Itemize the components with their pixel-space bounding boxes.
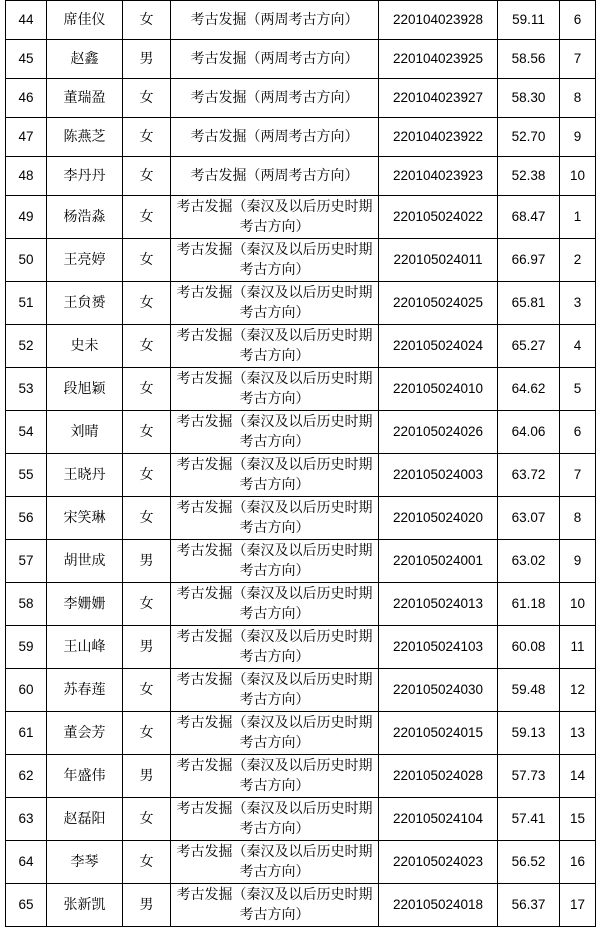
rank-cell: 6 bbox=[560, 411, 596, 454]
row-number-cell: 62 bbox=[6, 755, 47, 798]
exam-id-cell: 220104023927 bbox=[379, 79, 498, 118]
candidate-name-cell: 王亮婷 bbox=[47, 239, 123, 282]
exam-id-cell: 220105024020 bbox=[379, 497, 498, 540]
rank-cell: 2 bbox=[560, 239, 596, 282]
row-number-cell: 56 bbox=[6, 497, 47, 540]
gender-cell: 女 bbox=[123, 669, 171, 712]
major-direction-cell: 考古发掘（秦汉及以后历史时期考古方向） bbox=[171, 196, 379, 239]
table-row bbox=[6, 118, 596, 157]
candidate-name-cell: 席佳仪 bbox=[47, 1, 123, 40]
row-number-cell: 64 bbox=[6, 841, 47, 884]
row-number-cell: 53 bbox=[6, 368, 47, 411]
gender-cell: 女 bbox=[123, 841, 171, 884]
score-cell: 68.47 bbox=[498, 196, 560, 239]
row-number-cell: 44 bbox=[6, 1, 47, 40]
row-number-cell: 57 bbox=[6, 540, 47, 583]
exam-id-cell: 220104023925 bbox=[379, 40, 498, 79]
major-direction-cell: 考古发掘（秦汉及以后历史时期考古方向） bbox=[171, 239, 379, 282]
results-table bbox=[5, 0, 596, 927]
table-row bbox=[6, 239, 596, 282]
candidate-name-cell: 张新凯 bbox=[47, 884, 123, 927]
score-cell: 58.30 bbox=[498, 79, 560, 118]
rank-cell: 7 bbox=[560, 40, 596, 79]
gender-cell: 女 bbox=[123, 118, 171, 157]
exam-id-cell: 220105024028 bbox=[379, 755, 498, 798]
score-cell: 59.48 bbox=[498, 669, 560, 712]
major-direction-cell: 考古发掘（两周考古方向） bbox=[171, 118, 379, 157]
exam-id-cell: 220105024013 bbox=[379, 583, 498, 626]
exam-id-cell: 220105024015 bbox=[379, 712, 498, 755]
major-direction-cell: 考古发掘（秦汉及以后历史时期考古方向） bbox=[171, 282, 379, 325]
score-cell: 58.56 bbox=[498, 40, 560, 79]
major-direction-cell: 考古发掘（两周考古方向） bbox=[171, 1, 379, 40]
table-row bbox=[6, 798, 596, 841]
rank-cell: 8 bbox=[560, 79, 596, 118]
exam-id-cell: 220105024003 bbox=[379, 454, 498, 497]
gender-cell: 女 bbox=[123, 454, 171, 497]
table-row bbox=[6, 841, 596, 884]
score-cell: 60.08 bbox=[498, 626, 560, 669]
exam-id-cell: 220105024025 bbox=[379, 282, 498, 325]
major-direction-cell: 考古发掘（秦汉及以后历史时期考古方向） bbox=[171, 325, 379, 368]
candidate-name-cell: 李琴 bbox=[47, 841, 123, 884]
row-number-cell: 59 bbox=[6, 626, 47, 669]
rank-cell: 9 bbox=[560, 118, 596, 157]
exam-id-cell: 220105024011 bbox=[379, 239, 498, 282]
row-number-cell: 50 bbox=[6, 239, 47, 282]
major-direction-cell: 考古发掘（两周考古方向） bbox=[171, 157, 379, 196]
major-direction-cell: 考古发掘（秦汉及以后历史时期考古方向） bbox=[171, 626, 379, 669]
rank-cell: 11 bbox=[560, 626, 596, 669]
major-direction-cell: 考古发掘（秦汉及以后历史时期考古方向） bbox=[171, 540, 379, 583]
candidate-name-cell: 宋笑琳 bbox=[47, 497, 123, 540]
table-row bbox=[6, 583, 596, 626]
table-row bbox=[6, 755, 596, 798]
major-direction-cell: 考古发掘（两周考古方向） bbox=[171, 79, 379, 118]
table-row bbox=[6, 540, 596, 583]
score-cell: 66.97 bbox=[498, 239, 560, 282]
rank-cell: 8 bbox=[560, 497, 596, 540]
row-number-cell: 63 bbox=[6, 798, 47, 841]
gender-cell: 女 bbox=[123, 712, 171, 755]
major-direction-cell: 考古发掘（秦汉及以后历史时期考古方向） bbox=[171, 411, 379, 454]
candidate-name-cell: 董瑞盈 bbox=[47, 79, 123, 118]
rank-cell: 13 bbox=[560, 712, 596, 755]
exam-id-cell: 220105024001 bbox=[379, 540, 498, 583]
gender-cell: 女 bbox=[123, 282, 171, 325]
rank-cell: 1 bbox=[560, 196, 596, 239]
score-cell: 65.27 bbox=[498, 325, 560, 368]
exam-id-cell: 220104023922 bbox=[379, 118, 498, 157]
exam-id-cell: 220105024018 bbox=[379, 884, 498, 927]
table-row bbox=[6, 497, 596, 540]
row-number-cell: 65 bbox=[6, 884, 47, 927]
row-number-cell: 47 bbox=[6, 118, 47, 157]
gender-cell: 女 bbox=[123, 1, 171, 40]
major-direction-cell: 考古发掘（秦汉及以后历史时期考古方向） bbox=[171, 368, 379, 411]
table-row bbox=[6, 196, 596, 239]
score-cell: 59.13 bbox=[498, 712, 560, 755]
table-row bbox=[6, 884, 596, 927]
rank-cell: 6 bbox=[560, 1, 596, 40]
gender-cell: 女 bbox=[123, 798, 171, 841]
gender-cell: 女 bbox=[123, 79, 171, 118]
major-direction-cell: 考古发掘（秦汉及以后历史时期考古方向） bbox=[171, 755, 379, 798]
major-direction-cell: 考古发掘（秦汉及以后历史时期考古方向） bbox=[171, 497, 379, 540]
rank-cell: 4 bbox=[560, 325, 596, 368]
table-row bbox=[6, 1, 596, 40]
exam-id-cell: 220105024103 bbox=[379, 626, 498, 669]
candidate-name-cell: 王山峰 bbox=[47, 626, 123, 669]
exam-id-cell: 220105024010 bbox=[379, 368, 498, 411]
major-direction-cell: 考古发掘（秦汉及以后历史时期考古方向） bbox=[171, 712, 379, 755]
gender-cell: 女 bbox=[123, 325, 171, 368]
candidate-name-cell: 董会芳 bbox=[47, 712, 123, 755]
score-cell: 64.06 bbox=[498, 411, 560, 454]
major-direction-cell: 考古发掘（秦汉及以后历史时期考古方向） bbox=[171, 841, 379, 884]
gender-cell: 女 bbox=[123, 239, 171, 282]
row-number-cell: 58 bbox=[6, 583, 47, 626]
candidate-name-cell: 陈燕芝 bbox=[47, 118, 123, 157]
candidate-name-cell: 苏春莲 bbox=[47, 669, 123, 712]
major-direction-cell: 考古发掘（秦汉及以后历史时期考古方向） bbox=[171, 669, 379, 712]
score-cell: 59.11 bbox=[498, 1, 560, 40]
row-number-cell: 45 bbox=[6, 40, 47, 79]
rank-cell: 14 bbox=[560, 755, 596, 798]
gender-cell: 女 bbox=[123, 368, 171, 411]
major-direction-cell: 考古发掘（秦汉及以后历史时期考古方向） bbox=[171, 798, 379, 841]
candidate-name-cell: 李丹丹 bbox=[47, 157, 123, 196]
rank-cell: 7 bbox=[560, 454, 596, 497]
gender-cell: 女 bbox=[123, 196, 171, 239]
table-row bbox=[6, 411, 596, 454]
score-cell: 57.41 bbox=[498, 798, 560, 841]
exam-id-cell: 220104023928 bbox=[379, 1, 498, 40]
table-row bbox=[6, 454, 596, 497]
table-row bbox=[6, 325, 596, 368]
candidate-name-cell: 杨浩淼 bbox=[47, 196, 123, 239]
score-cell: 63.72 bbox=[498, 454, 560, 497]
major-direction-cell: 考古发掘（两周考古方向） bbox=[171, 40, 379, 79]
rank-cell: 3 bbox=[560, 282, 596, 325]
score-cell: 65.81 bbox=[498, 282, 560, 325]
exam-id-cell: 220105024104 bbox=[379, 798, 498, 841]
gender-cell: 男 bbox=[123, 540, 171, 583]
candidate-name-cell: 段旭颖 bbox=[47, 368, 123, 411]
table-row bbox=[6, 626, 596, 669]
rank-cell: 17 bbox=[560, 884, 596, 927]
candidate-name-cell: 胡世成 bbox=[47, 540, 123, 583]
score-cell: 63.07 bbox=[498, 497, 560, 540]
rank-cell: 9 bbox=[560, 540, 596, 583]
major-direction-cell: 考古发掘（秦汉及以后历史时期考古方向） bbox=[171, 583, 379, 626]
candidate-name-cell: 李姗姗 bbox=[47, 583, 123, 626]
exam-id-cell: 220105024026 bbox=[379, 411, 498, 454]
score-cell: 64.62 bbox=[498, 368, 560, 411]
table-row bbox=[6, 669, 596, 712]
row-number-cell: 61 bbox=[6, 712, 47, 755]
candidate-name-cell: 赵鑫 bbox=[47, 40, 123, 79]
gender-cell: 女 bbox=[123, 497, 171, 540]
rank-cell: 12 bbox=[560, 669, 596, 712]
row-number-cell: 55 bbox=[6, 454, 47, 497]
exam-id-cell: 220105024024 bbox=[379, 325, 498, 368]
rank-cell: 15 bbox=[560, 798, 596, 841]
results-table-body bbox=[6, 1, 596, 927]
row-number-cell: 52 bbox=[6, 325, 47, 368]
score-cell: 56.37 bbox=[498, 884, 560, 927]
gender-cell: 男 bbox=[123, 884, 171, 927]
gender-cell: 女 bbox=[123, 583, 171, 626]
row-number-cell: 49 bbox=[6, 196, 47, 239]
score-cell: 56.52 bbox=[498, 841, 560, 884]
gender-cell: 女 bbox=[123, 411, 171, 454]
candidate-name-cell: 刘晴 bbox=[47, 411, 123, 454]
table-row bbox=[6, 712, 596, 755]
score-cell: 61.18 bbox=[498, 583, 560, 626]
exam-id-cell: 220105024023 bbox=[379, 841, 498, 884]
row-number-cell: 48 bbox=[6, 157, 47, 196]
candidate-name-cell: 年盛伟 bbox=[47, 755, 123, 798]
gender-cell: 女 bbox=[123, 157, 171, 196]
row-number-cell: 46 bbox=[6, 79, 47, 118]
score-cell: 52.38 bbox=[498, 157, 560, 196]
candidate-name-cell: 史未 bbox=[47, 325, 123, 368]
score-cell: 57.73 bbox=[498, 755, 560, 798]
rank-cell: 5 bbox=[560, 368, 596, 411]
exam-id-cell: 220105024022 bbox=[379, 196, 498, 239]
major-direction-cell: 考古发掘（秦汉及以后历史时期考古方向） bbox=[171, 884, 379, 927]
rank-cell: 10 bbox=[560, 583, 596, 626]
table-row bbox=[6, 368, 596, 411]
rank-cell: 16 bbox=[560, 841, 596, 884]
row-number-cell: 54 bbox=[6, 411, 47, 454]
score-cell: 63.02 bbox=[498, 540, 560, 583]
table-row bbox=[6, 40, 596, 79]
score-cell: 52.70 bbox=[498, 118, 560, 157]
exam-id-cell: 220104023923 bbox=[379, 157, 498, 196]
gender-cell: 男 bbox=[123, 40, 171, 79]
rank-cell: 10 bbox=[560, 157, 596, 196]
table-row bbox=[6, 157, 596, 196]
gender-cell: 男 bbox=[123, 755, 171, 798]
row-number-cell: 51 bbox=[6, 282, 47, 325]
candidate-name-cell: 王晓丹 bbox=[47, 454, 123, 497]
major-direction-cell: 考古发掘（秦汉及以后历史时期考古方向） bbox=[171, 454, 379, 497]
table-row bbox=[6, 282, 596, 325]
candidate-name-cell: 赵磊阳 bbox=[47, 798, 123, 841]
table-row bbox=[6, 79, 596, 118]
exam-id-cell: 220105024030 bbox=[379, 669, 498, 712]
candidate-name-cell: 王贠赟 bbox=[47, 282, 123, 325]
gender-cell: 男 bbox=[123, 626, 171, 669]
row-number-cell: 60 bbox=[6, 669, 47, 712]
